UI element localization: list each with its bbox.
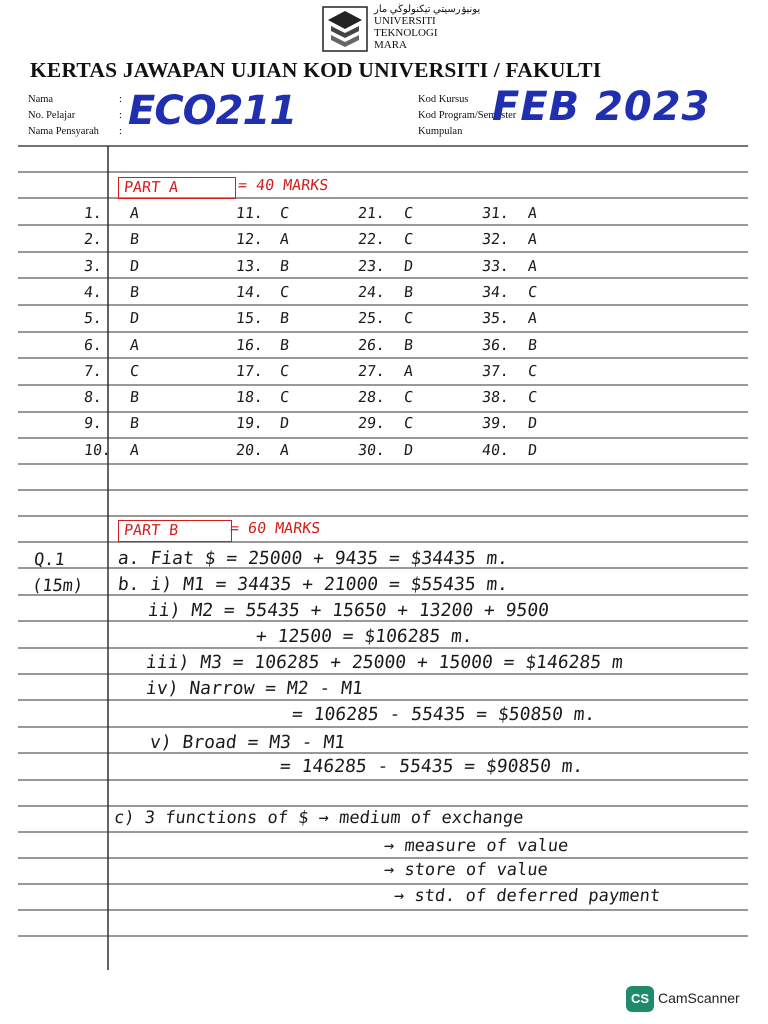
label-kod-program: Kod Program/Semester — [418, 110, 517, 121]
answer-choice: D — [527, 414, 538, 433]
answer-choice: A — [527, 230, 538, 249]
label-kod-kursus: Kod Kursus — [418, 94, 469, 105]
question-number: 33. — [481, 256, 511, 275]
question-number: 39. — [481, 414, 511, 433]
question-number: 32. — [481, 230, 511, 249]
question-number: 25. — [357, 309, 387, 328]
question-number: 3. — [83, 256, 104, 275]
answer-choice: B — [527, 335, 538, 354]
question-number: 29. — [357, 414, 387, 433]
answer-line: ii) M2 = 55435 + 15650 + 13200 + 9500 — [146, 600, 551, 621]
question-number: 30. — [357, 440, 387, 459]
answer-choice: A — [129, 335, 140, 354]
answer-choice: A — [129, 440, 140, 459]
part-b-heading: PART B — [123, 521, 180, 539]
question-number: 35. — [481, 309, 511, 328]
answer-choice: A — [403, 361, 414, 380]
answer-choice: D — [403, 256, 414, 275]
question-number: 7. — [83, 361, 104, 380]
question-number: 16. — [235, 335, 265, 354]
answer-line: → measure of value — [382, 836, 570, 856]
answer-choice: B — [129, 414, 140, 433]
answer-choice: C — [403, 204, 414, 222]
label-no-pelajar: No. Pelajar — [28, 110, 76, 121]
question-number: 14. — [235, 282, 265, 301]
label-nama-pensyarah: Nama Pensyarah — [28, 126, 99, 137]
university-line: TEKNOLOGI — [374, 27, 438, 39]
answer-choice: B — [279, 256, 290, 275]
exam-session: FEB 2023 — [492, 84, 711, 130]
answer-choice: B — [403, 335, 414, 354]
question-number: 31. — [481, 204, 511, 222]
answer-line: → store of value — [382, 860, 549, 880]
answer-choice: C — [279, 361, 290, 380]
answer-choice: C — [527, 361, 538, 380]
answer-choice: C — [279, 388, 290, 407]
camscanner-logo-icon: CS — [626, 986, 654, 1012]
question-number: 15. — [235, 309, 265, 328]
colon: : — [119, 110, 122, 121]
answer-choice: B — [129, 282, 140, 301]
question-number: 9. — [83, 414, 104, 433]
question-number: 21. — [357, 204, 387, 222]
question-marks: (15m) — [30, 576, 85, 596]
answer-choice: C — [403, 414, 414, 433]
answer-line: = 146285 - 55435 = $90850 m. — [278, 756, 585, 777]
question-number: 5. — [83, 309, 104, 328]
answer-choice: D — [129, 256, 140, 275]
colon: : — [119, 94, 122, 105]
question-number: 34. — [481, 282, 511, 301]
answer-line: iv) Narrow = M2 - M1 — [144, 678, 364, 699]
question-label: Q.1 — [32, 550, 66, 570]
answer-line: c) 3 functions of $ → medium of exchange — [112, 808, 525, 828]
university-jawi: يونيۏرسيتي تيكنولوڬي مار — [374, 4, 481, 15]
answer-choice: C — [527, 282, 538, 301]
question-number: 27. — [357, 361, 387, 380]
question-number: 38. — [481, 388, 511, 407]
answer-choice: B — [129, 230, 140, 249]
university-line: UNIVERSITI — [374, 15, 436, 27]
question-number: 28. — [357, 388, 387, 407]
answer-choice: A — [279, 440, 290, 459]
question-number: 22. — [357, 230, 387, 249]
answer-choice: B — [279, 309, 290, 328]
question-number: 17. — [235, 361, 265, 380]
answer-choice: C — [403, 388, 414, 407]
question-number: 23. — [357, 256, 387, 275]
question-number: 2. — [83, 230, 104, 249]
answer-choice: A — [129, 204, 140, 222]
question-number: 12. — [235, 230, 265, 249]
answer-line: iii) M3 = 106285 + 25000 + 15000 = $146285 m — [144, 652, 624, 673]
answer-line: b. i) M1 = 34435 + 21000 = $55435 m. — [116, 574, 510, 595]
university-name — [374, 4, 480, 51]
question-number: 24. — [357, 282, 387, 301]
part-a-heading: PART A — [123, 178, 180, 196]
answer-choice: D — [527, 440, 538, 459]
answer-choice: C — [279, 282, 290, 301]
answer-choice: A — [527, 204, 538, 222]
question-number: 36. — [481, 335, 511, 354]
question-number: 37. — [481, 361, 511, 380]
answer-choice: D — [279, 414, 290, 433]
answer-choice: B — [279, 335, 290, 354]
part-b-marks: = 60 MARKS — [229, 519, 322, 537]
answer-choice: D — [129, 309, 140, 328]
label-nama: Nama — [28, 94, 54, 105]
answer-choice: A — [279, 230, 290, 249]
answer-choice: B — [129, 388, 140, 407]
question-number: 18. — [235, 388, 265, 407]
answer-choice: A — [527, 309, 538, 328]
camscanner-label: CamScanner — [658, 990, 740, 1006]
answer-line: = 106285 - 55435 = $50850 m. — [290, 704, 597, 725]
colon: : — [119, 126, 122, 137]
question-number: 6. — [83, 335, 104, 354]
answer-choice: C — [279, 204, 290, 222]
question-number: 19. — [235, 414, 265, 433]
question-number: 8. — [83, 388, 104, 407]
answer-choice: C — [527, 388, 538, 407]
question-number: 1. — [83, 204, 104, 222]
answer-line: + 12500 = $106285 m. — [254, 626, 474, 647]
question-number: 10. — [83, 440, 113, 459]
answer-choice: C — [403, 230, 414, 249]
label-kumpulan: Kumpulan — [418, 126, 463, 137]
question-number: 4. — [83, 282, 104, 301]
answer-choice: D — [403, 440, 414, 459]
university-logo-icon — [322, 6, 368, 52]
page-title: KERTAS JAWAPAN UJIAN KOD UNIVERSITI / FAKULTI — [30, 58, 602, 82]
question-number: 20. — [235, 440, 265, 459]
question-number: 40. — [481, 440, 511, 459]
answer-choice: C — [129, 361, 140, 380]
question-number: 11. — [235, 204, 265, 222]
answer-line: v) Broad = M3 - M1 — [148, 732, 347, 753]
part-a-marks: = 40 MARKS — [237, 176, 330, 194]
university-line: MARA — [374, 39, 408, 51]
answer-line: a. Fiat $ = 25000 + 9435 = $34435 m. — [116, 548, 510, 569]
answer-choice: C — [403, 309, 414, 328]
answer-choice: A — [527, 256, 538, 275]
answer-choice: B — [403, 282, 414, 301]
question-number: 13. — [235, 256, 265, 275]
question-number: 26. — [357, 335, 387, 354]
answer-line: → std. of deferred payment — [392, 886, 662, 906]
course-code: ECO211 — [128, 88, 297, 134]
